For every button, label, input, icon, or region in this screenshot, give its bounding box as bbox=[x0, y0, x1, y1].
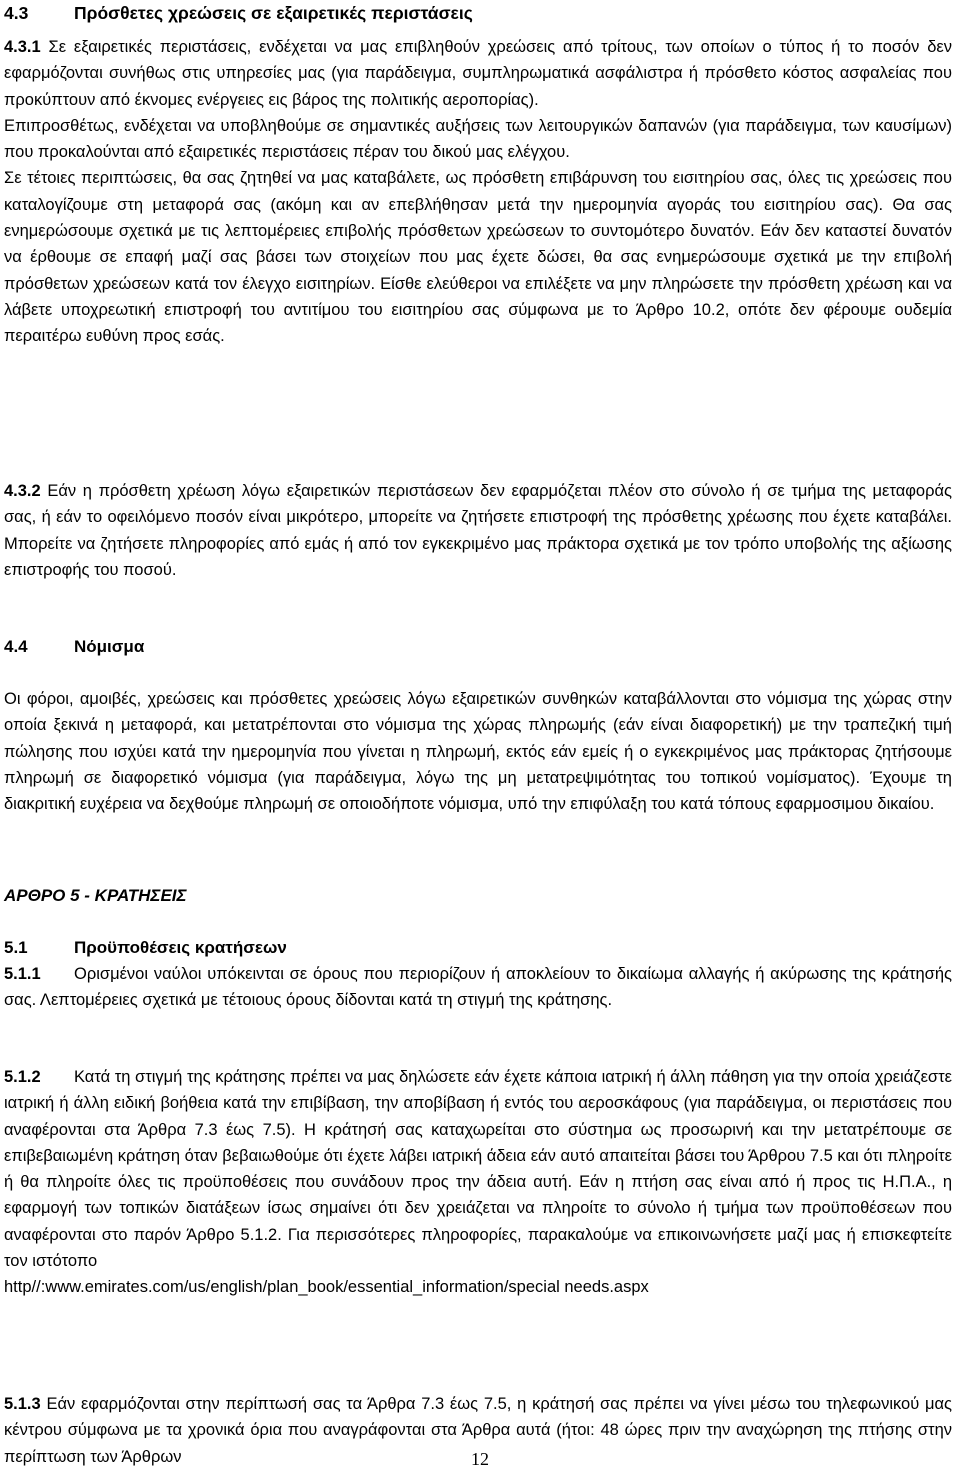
paragraph-text: Οι φόροι, αμοιβές, χρεώσεις και πρόσθετες χρεώσεις λόγω εξαιρετικών συνθηκών καταβάλλονται στο νόμισμα της χώρας στην οποία ξεκινά η μεταφορά, και μετατρέπονται στο νόμισμα της χώρας πληρωμής (εάν είναι διαφορετική) με την τραπεζική τιμή πώλησης που ισχύει κατά την ημερομηνία που γίνεται η πληρωμή, εκτός εάν εμείς ή ο εγκεκριμένος μας πράκτορας ζητήσουμε πληρωμή σε διαφορετικό νόμισμα (για παράδειγμα, λόγω της μη μετατρεψιμότητας του τοπικού νομίσματος). Έχουμε τη διακριτική ευχέρεια να δεχθούμε πληρωμή σε οποιοδήποτε νόμισμα, υπό την επιφύλαξη του κατά τόπους εφαρμοσιμου δικαίου. bbox=[4, 690, 952, 814]
clause-number: 4.3.2 bbox=[4, 482, 41, 500]
section-number: 4.3 bbox=[4, 3, 29, 23]
paragraph-4-4 bbox=[4, 686, 952, 817]
clause-text: Εάν εφαρμόζονται στην περίπτωσή σας τα Άρθρα 7.3 έως 7.5, η κράτησή σας πρέπει να γίνει μέσω του τηλεφωνικού μας κέντρου σύμφωνα με τα χρονικά όρια που αναγράφονται στα Άρθρα αυτά (ήτοι: 48 ώρες πριν την αναχώρηση της πτήσης στην περίπτωση των Άρθρων bbox=[4, 1395, 952, 1466]
clause-text-3: Σε τέτοιες περιπτώσεις, θα σας ζητηθεί να μας καταβάλετε, ως πρόσθετη επιβάρυνση του εισιτηρίου σας, όλες τις χρεώσεις που καταλογίζουμε στη μεταφορά σας (ακόμη και αν επεβλήθησαν μετά την ημερομηνία αγοράς του εισιτηρίου σας). Θα σας ενημερώσουμε σχετικά με τις λεπτομέρειες επιβολής πρόσθετων χρεώσεων το συντομότερο δυνατόν. Εάν δεν καταστεί δυνατόν να έρθουμε σε επαφή μαζί σας βάσει των στοιχείων που μας έχετε δώσει, θα σας ενημερώσουμε σχετικά με την επιβολή πρόσθετων χρεώσεων κατά τον έλεγχο εισιτηρίων. Είσθε ελεύθεροι να επιλέξετε να μην πληρώσετε την πρόσθετη χρέωση και να λάβετε υποχρεωτική επιστροφή του αντιτίμου του εισιτηρίου σας σύμφωνα με το Άρθρο 10.2, οπότε δεν φέρουμε ουδεμία περαιτέρω ευθύνη προς εσάς. bbox=[4, 169, 952, 346]
paragraph-5-1-1 bbox=[4, 961, 952, 1014]
clause-number: 5.1.2 bbox=[4, 1068, 41, 1086]
paragraph-5-1-2 bbox=[4, 1064, 952, 1301]
section-title: Νόμισμα bbox=[74, 637, 145, 656]
paragraph-4-3-2 bbox=[4, 478, 952, 583]
clause-number: 5.1.3 bbox=[4, 1395, 41, 1413]
section-number: 5.1 bbox=[4, 938, 28, 957]
section-number: 4.4 bbox=[4, 637, 28, 656]
clause-text: Εάν η πρόσθετη χρέωση λόγω εξαιρετικών περιστάσεων δεν εφαρμόζεται πλέον στο σύνολο ή σε τμήμα της μεταφοράς σας, ή εάν το οφειλόμενο ποσόν είναι μικρότερο, μπορείτε να ζητήσετε επιστροφή της πρόσθετης χρέωσης που έχετε καταβάλει. Μπορείτε να ζητήσετε πληροφορίες από εμάς ή από τον εγκεκριμένο μας πράκτορα σχετικά με τον τρόπο υποβολής της αξίωσης επιστροφής του ποσού. bbox=[4, 482, 952, 579]
section-heading-4-4 bbox=[4, 634, 144, 660]
section-title: Πρόσθετες χρεώσεις σε εξαιρετικές περιστάσεις bbox=[74, 3, 473, 23]
clause-text-2: Επιπροσθέτως, ενδέχεται να υποβληθούμε σε σημαντικές αυξήσεις των λειτουργικών δαπανών (για παράδειγμα, των καυσίμων) που προκαλούνται από εξαιρετικές περιστάσεις πέραν του δικού μας ελέγχου. bbox=[4, 116, 952, 162]
clause-text: Ορισμένοι ναύλοι υπόκεινται σε όρους που περιορίζουν ή αποκλείουν το δικαίωμα αλλαγής ή ακύρωσης της κράτησής σας. Λεπτομέρειες σχετικά με τέτοιους όρους δίδονται κατά τη στιγμή της κράτησης. bbox=[4, 965, 952, 1010]
section-heading-5-1 bbox=[4, 935, 287, 961]
clause-text: Σε εξαιρετικές περιστάσεις, ενδέχεται να μας επιβληθούν χρεώσεις από τρίτους, των οποίων ο τύπος ή το ποσόν δεν εφαρμόζονται συνήθως στις υπηρεσίες μας (για παράδειγμα, συμπληρωματικά ασφάλιστρα ή πρόσθετο κόστος ασφαλείας που προκύπτουν από έκνομες ενέργειες εις βάρος της πολιτικής αεροπορίας). bbox=[4, 38, 952, 109]
clause-number: 5.1.1 bbox=[4, 965, 41, 983]
page-number: 12 bbox=[471, 1449, 489, 1469]
section-title: Προϋποθέσεις κρατήσεων bbox=[74, 938, 287, 957]
clause-number: 4.3.1 bbox=[4, 38, 41, 56]
info-url[interactable]: http//:www.emirates.com/us/english/plan_book/essential_information/special needs.aspx bbox=[4, 1278, 649, 1297]
clause-text: Κατά τη στιγμή της κράτησης πρέπει να μας δηλώσετε εάν έχετε κάποια ιατρική ή άλλη πάθηση για την οποία χρειάζεστε ιατρική ή άλλη ειδική βοήθεια κατά την επιβίβαση, την αποβίβαση ή εντός του αεροσκάφους (για παράδειγμα, οι περιστάσεις που αναφέρονται στα Άρθρα 7.3 έως 7.5). Η κράτησή σας καταχωρείται στο σύστημα ως προσωρινή και την μετατρέπουμε σε επιβεβαιωμένη κράτηση όταν βεβαιωθούμε ότι έχετε λάβει ιατρική άδεια εάν αυτό απαιτείται βάσει του Άρθρου 7.5 και ότι πληροίτε ή θα πληροίτε όλες τις προϋποθέσεις που συνάδουν προς την άδεια αυτή. Εάν η πτήση σας είναι από ή προς τις Η.Π.Α., η εφαρμογή των τοπικών διατάξεων ίσως σημαίνει ότι δεν χρειάζεται να πληροίτε το σύνολο ή τμήμα των προϋποθέσεων που αναφέρονται στο παρόν Άρθρο 5.1.2. Για περισσότερες πληροφορίες, παρακαλούμε να επικοινωνήσετε μαζί μας ή επισκεφτείτε τον ιστότοπο bbox=[4, 1068, 952, 1271]
paragraph-4-3-1 bbox=[4, 34, 952, 350]
section-heading-4-3 bbox=[4, 0, 473, 26]
article-heading: ΑΡΘΡΟ 5 - ΚΡΑΤΗΣΕΙΣ bbox=[4, 886, 187, 905]
